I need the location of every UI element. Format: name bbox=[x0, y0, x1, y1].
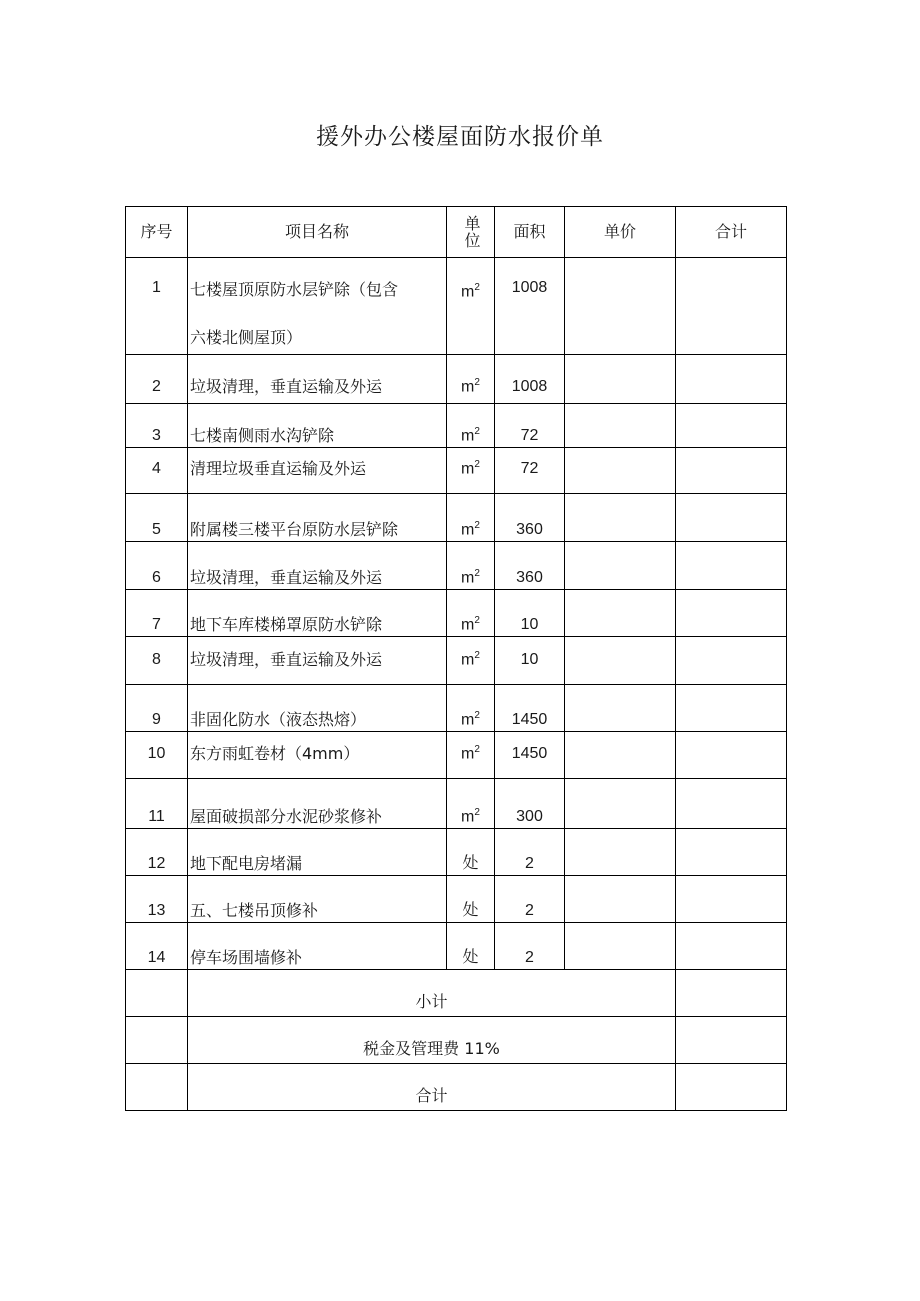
header-no: 序号 bbox=[126, 207, 188, 258]
row-area: 72 bbox=[495, 448, 565, 494]
tax-value[interactable] bbox=[676, 1017, 787, 1064]
row-total[interactable] bbox=[676, 685, 787, 732]
row-price[interactable] bbox=[565, 448, 676, 494]
row-total[interactable] bbox=[676, 404, 787, 448]
table-row bbox=[126, 404, 787, 448]
row-name: 东方雨虹卷材（4mm） bbox=[188, 732, 447, 779]
row-unit: 处 bbox=[447, 923, 495, 970]
table-row bbox=[126, 542, 787, 590]
row-no: 5 bbox=[126, 494, 188, 542]
row-no: 1 bbox=[126, 258, 188, 355]
row-no: 14 bbox=[126, 923, 188, 970]
row-price[interactable] bbox=[565, 590, 676, 637]
row-area: 300 bbox=[495, 779, 565, 829]
row-price[interactable] bbox=[565, 779, 676, 829]
row-total[interactable] bbox=[676, 923, 787, 970]
row-no: 2 bbox=[126, 355, 188, 404]
row-total[interactable] bbox=[676, 448, 787, 494]
row-price[interactable] bbox=[565, 542, 676, 590]
row-price[interactable] bbox=[565, 685, 676, 732]
row-total[interactable] bbox=[676, 258, 787, 355]
row-area: 72 bbox=[495, 404, 565, 448]
table-row bbox=[126, 829, 787, 876]
row-total[interactable] bbox=[676, 637, 787, 685]
row-total[interactable] bbox=[676, 732, 787, 779]
header-unit: 单位 bbox=[447, 207, 495, 258]
row-name: 五、七楼吊顶修补 bbox=[188, 876, 447, 923]
header-total: 合计 bbox=[676, 207, 787, 258]
subtotal-value[interactable] bbox=[676, 970, 787, 1017]
row-name: 七楼南侧雨水沟铲除 bbox=[188, 404, 447, 448]
header-area: 面积 bbox=[495, 207, 565, 258]
row-price[interactable] bbox=[565, 258, 676, 355]
quotation-table bbox=[125, 206, 787, 1111]
table-row bbox=[126, 876, 787, 923]
tax-label: 税金及管理费 11% bbox=[188, 1017, 676, 1064]
row-area: 10 bbox=[495, 637, 565, 685]
tax-row bbox=[126, 1017, 787, 1064]
header-name: 项目名称 bbox=[188, 207, 447, 258]
row-price[interactable] bbox=[565, 355, 676, 404]
page-title: 援外办公楼屋面防水报价单 bbox=[316, 124, 604, 150]
row-name: 地下车库楼梯罩原防水铲除 bbox=[188, 590, 447, 637]
row-unit: $m^2$ bbox=[447, 404, 495, 448]
row-no: 11 bbox=[126, 779, 188, 829]
row-price[interactable] bbox=[565, 732, 676, 779]
row-no: 6 bbox=[126, 542, 188, 590]
row-area: 2 bbox=[495, 923, 565, 970]
subtotal-blank bbox=[126, 970, 188, 1017]
row-unit: $m^2$ bbox=[447, 637, 495, 685]
row-name: 七楼屋顶原防水层铲除（包含 六楼北侧屋顶） bbox=[188, 258, 447, 355]
row-unit: $m^2$ bbox=[447, 732, 495, 779]
table-row bbox=[126, 732, 787, 779]
row-no: 9 bbox=[126, 685, 188, 732]
header-row bbox=[126, 207, 787, 258]
row-unit: $m^2$ bbox=[447, 685, 495, 732]
row-unit: 处 bbox=[447, 876, 495, 923]
row-unit: $m^2$ bbox=[447, 779, 495, 829]
table-row bbox=[126, 355, 787, 404]
row-name: 垃圾清理，垂直运输及外运 bbox=[188, 637, 447, 685]
row-no: 12 bbox=[126, 829, 188, 876]
row-unit: $m^2$ bbox=[447, 258, 495, 355]
row-name: 停车场围墙修补 bbox=[188, 923, 447, 970]
row-unit: $m^2$ bbox=[447, 542, 495, 590]
row-name: 垃圾清理，垂直运输及外运 bbox=[188, 542, 447, 590]
row-price[interactable] bbox=[565, 404, 676, 448]
grand-total-blank bbox=[126, 1064, 188, 1111]
row-unit: 处 bbox=[447, 829, 495, 876]
row-area: 2 bbox=[495, 829, 565, 876]
row-total[interactable] bbox=[676, 590, 787, 637]
row-area: 360 bbox=[495, 494, 565, 542]
row-no: 13 bbox=[126, 876, 188, 923]
row-name: 附属楼三楼平台原防水层铲除 bbox=[188, 494, 447, 542]
table-row bbox=[126, 590, 787, 637]
row-total[interactable] bbox=[676, 355, 787, 404]
subtotal-row bbox=[126, 970, 787, 1017]
row-area: 1450 bbox=[495, 732, 565, 779]
row-price[interactable] bbox=[565, 637, 676, 685]
table-row bbox=[126, 779, 787, 829]
tax-blank bbox=[126, 1017, 188, 1064]
row-price[interactable] bbox=[565, 923, 676, 970]
row-name: 清理垃圾垂直运输及外运 bbox=[188, 448, 447, 494]
table-row bbox=[126, 685, 787, 732]
row-total[interactable] bbox=[676, 876, 787, 923]
row-total[interactable] bbox=[676, 494, 787, 542]
grand-total-row bbox=[126, 1064, 787, 1111]
row-price[interactable] bbox=[565, 494, 676, 542]
row-unit: $m^2$ bbox=[447, 448, 495, 494]
table-row bbox=[126, 448, 787, 494]
row-area: 10 bbox=[495, 590, 565, 637]
table-row bbox=[126, 637, 787, 685]
row-total[interactable] bbox=[676, 542, 787, 590]
row-no: 7 bbox=[126, 590, 188, 637]
row-name: 屋面破损部分水泥砂浆修补 bbox=[188, 779, 447, 829]
row-no: 10 bbox=[126, 732, 188, 779]
row-total[interactable] bbox=[676, 829, 787, 876]
table-row bbox=[126, 923, 787, 970]
row-total[interactable] bbox=[676, 779, 787, 829]
row-price[interactable] bbox=[565, 829, 676, 876]
row-no: 3 bbox=[126, 404, 188, 448]
row-area: 1008 bbox=[495, 355, 565, 404]
table-row bbox=[126, 258, 787, 355]
row-unit: $m^2$ bbox=[447, 590, 495, 637]
row-no: 4 bbox=[126, 448, 188, 494]
row-price[interactable] bbox=[565, 876, 676, 923]
grand-total-value[interactable] bbox=[676, 1064, 787, 1111]
grand-total-label: 合计 bbox=[188, 1064, 676, 1111]
row-area: 360 bbox=[495, 542, 565, 590]
row-area: 1450 bbox=[495, 685, 565, 732]
row-no: 8 bbox=[126, 637, 188, 685]
row-name: 垃圾清理，垂直运输及外运 bbox=[188, 355, 447, 404]
subtotal-label: 小计 bbox=[188, 970, 676, 1017]
row-unit: $m^2$ bbox=[447, 355, 495, 404]
row-name: 非固化防水（液态热熔） bbox=[188, 685, 447, 732]
row-unit: $m^2$ bbox=[447, 494, 495, 542]
table-row bbox=[126, 494, 787, 542]
row-name: 地下配电房堵漏 bbox=[188, 829, 447, 876]
row-area: 1008 bbox=[495, 258, 565, 355]
row-area: 2 bbox=[495, 876, 565, 923]
header-price: 单价 bbox=[565, 207, 676, 258]
